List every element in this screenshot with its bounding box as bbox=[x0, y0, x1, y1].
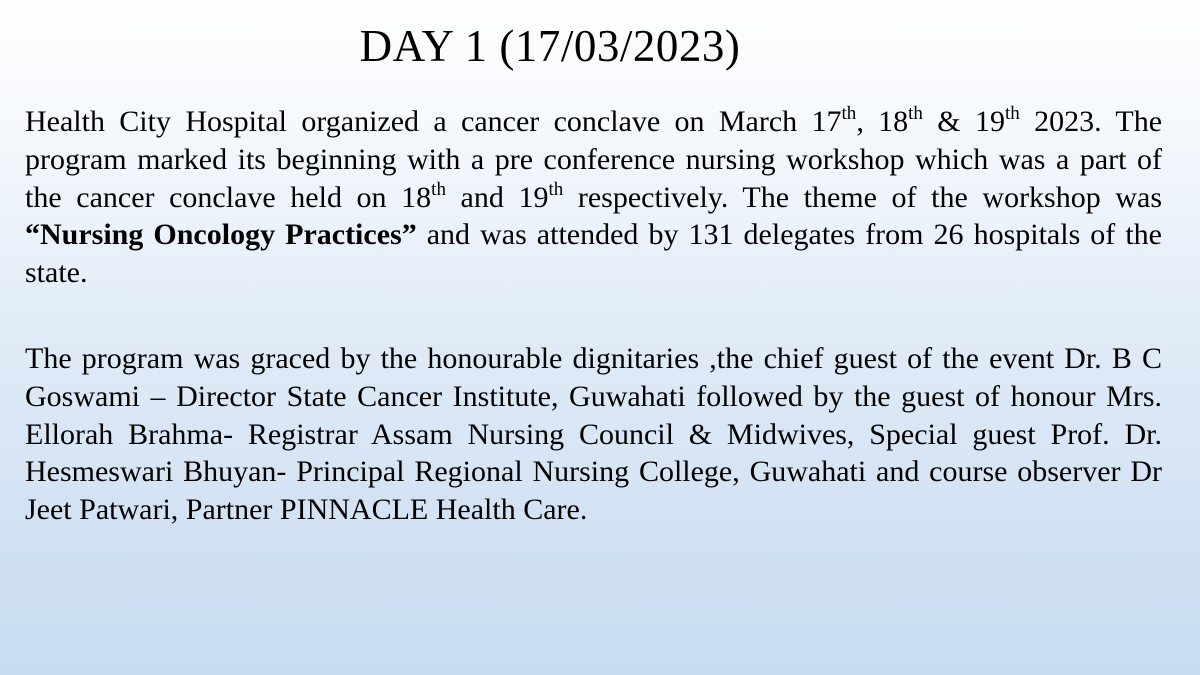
intro-text-4: 2023. The program marked its beginning with a pre conference nursing workshop which was a part of the cancer conclave held on 18 bbox=[25, 105, 1163, 214]
intro-text-7: and was attended by 131 delegates from 26 hospitals of the state. bbox=[25, 218, 1162, 290]
workshop-theme: “Nursing Oncology Practices” bbox=[25, 218, 417, 252]
ordinal-suffix: th bbox=[841, 103, 857, 124]
intro-text-1: Health City Hospital organized a cancer conclave on March 17 bbox=[25, 105, 842, 138]
intro-text-5: and 19 bbox=[445, 180, 549, 214]
ordinal-suffix: th bbox=[908, 103, 923, 124]
ordinal-suffix: th bbox=[431, 178, 446, 200]
slide-title: DAY 1 (17/03/2023) bbox=[359, 21, 741, 71]
paragraph-dignitaries: The program was graced by the honourable dignitaries ,the chief guest of the event Dr. B C Goswami – Director State Cancer Institute, Guwahati followed by the guest of honour Mrs. Ellorah Brahma- Registrar Assam Nursing Council & Midwives, Special guest Prof. Dr. Hesmeswari Bhuyan- Principal Regional Nursing College, Guwahati and course observer Dr Jeet Patwari, Partner PINNACLE Health Care. bbox=[25, 342, 1162, 527]
ordinal-suffix: th bbox=[1004, 103, 1020, 124]
intro-text-6: respectively. The theme of the workshop was bbox=[563, 180, 1162, 214]
paragraph-intro bbox=[25, 103, 1162, 292]
intro-text-3: & 19 bbox=[922, 105, 1005, 138]
ordinal-suffix: th bbox=[548, 178, 564, 200]
intro-text-2: , 18 bbox=[856, 105, 909, 138]
